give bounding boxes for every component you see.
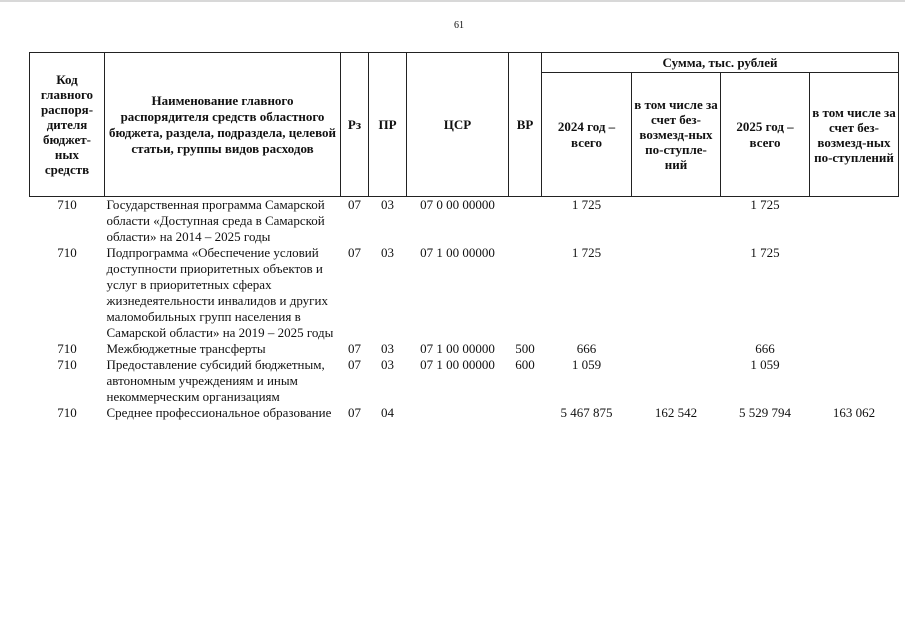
cell-2024-total: 1 725 — [571, 245, 602, 260]
cell-code: 710 — [57, 197, 77, 212]
cell-2025-total: 1 059 — [750, 357, 780, 372]
header-2024-grants: в том числе за счет без-возмезд-ных по-ступле-ний — [632, 73, 721, 197]
cell-name: Среднее профессиональное образование — [106, 405, 332, 420]
cell-code: 710 — [57, 357, 77, 372]
cell-2024-grants: 162 542 — [654, 405, 698, 420]
header-sum: Сумма, тыс. рублей — [542, 53, 899, 73]
cell-code: 710 — [57, 405, 77, 420]
cell-vr — [509, 405, 542, 421]
table-body — [30, 197, 899, 422]
header-pr: ПР — [369, 53, 407, 197]
cell-2025-grants — [810, 357, 899, 405]
cell-pr: 03 — [381, 357, 394, 372]
cell-vr — [509, 245, 542, 341]
header-vr: ВР — [509, 53, 542, 197]
cell-2024-grants — [632, 341, 721, 357]
cell-code: 710 — [57, 245, 77, 260]
cell-code: 710 — [57, 341, 77, 356]
cell-pr: 03 — [381, 341, 394, 356]
scan-top-edge — [0, 0, 905, 2]
table-header — [30, 53, 899, 197]
header-name: Наименование главного распорядителя средств областного бюджета, раздела, подраздела, целевой статьи, группы видов расходов — [105, 53, 341, 197]
cell-2024-grants — [632, 357, 721, 405]
cell-pr: 03 — [381, 197, 394, 212]
table-row — [30, 197, 899, 246]
cell-2025-total: 5 529 794 — [739, 405, 791, 420]
cell-2024-total: 1 725 — [571, 197, 602, 212]
cell-pr: 04 — [381, 405, 394, 420]
cell-vr: 500 — [515, 341, 535, 356]
header-code: Код главного распоря-дителя бюджет-ных средств — [30, 53, 105, 197]
cell-name: Государственная программа Самарской области «Доступная среда в Самарской области» на 2014 – 2025 годы — [106, 197, 325, 244]
header-2025-grants: в том числе за счет без-возмезд-ных по-ступлений — [810, 73, 899, 197]
cell-2024-total: 666 — [576, 341, 597, 356]
cell-2024-total: 1 059 — [571, 357, 602, 372]
header-rz: Рз — [341, 53, 369, 197]
cell-rz: 07 — [348, 405, 361, 420]
cell-2024-total: 5 467 875 — [560, 405, 613, 420]
cell-2024-grants — [632, 197, 721, 246]
header-2025-total: 2025 год – всего — [721, 73, 810, 197]
cell-name: Подпрограмма «Обеспечение условий доступности приоритетных объектов и услуг в приоритетных сферах жизнедеятельности инвалидов и других маломобильных групп населения в Самарской области» на 2019 – 2025 годы — [106, 245, 334, 340]
cell-vr — [509, 197, 542, 246]
cell-2024-grants — [632, 245, 721, 341]
table-row — [30, 357, 899, 405]
header-2024-total: 2024 год – всего — [542, 73, 632, 197]
cell-rz: 07 — [348, 197, 361, 212]
table-row — [30, 245, 899, 341]
cell-2025-grants — [810, 197, 899, 246]
cell-rz: 07 — [348, 341, 361, 356]
cell-2025-grants — [810, 245, 899, 341]
cell-rz: 07 — [348, 357, 361, 372]
table-row — [30, 405, 899, 421]
cell-name: Межбюджетные трансферты — [106, 341, 266, 356]
cell-csr: 07 1 00 00000 — [420, 245, 495, 260]
cell-csr: 07 0 00 00000 — [420, 197, 495, 212]
budget-table — [29, 52, 899, 421]
cell-2025-total: 1 725 — [750, 197, 780, 212]
cell-2025-total: 666 — [755, 341, 775, 356]
cell-vr: 600 — [515, 357, 535, 372]
cell-csr — [407, 405, 509, 421]
cell-rz: 07 — [348, 245, 361, 260]
header-csr: ЦСР — [407, 53, 509, 197]
cell-pr: 03 — [381, 245, 394, 260]
cell-2025-grants — [810, 341, 899, 357]
cell-2025-total: 1 725 — [750, 245, 780, 260]
cell-csr: 07 1 00 00000 — [420, 357, 495, 372]
page-number: 61 — [454, 20, 464, 31]
cell-csr: 07 1 00 00000 — [420, 341, 495, 356]
cell-2025-grants: 163 062 — [832, 405, 876, 420]
table-row — [30, 341, 899, 357]
cell-name: Предоставление субсидий бюджетным, автономным учреждениям и иным некоммерческим организациям — [106, 357, 325, 404]
